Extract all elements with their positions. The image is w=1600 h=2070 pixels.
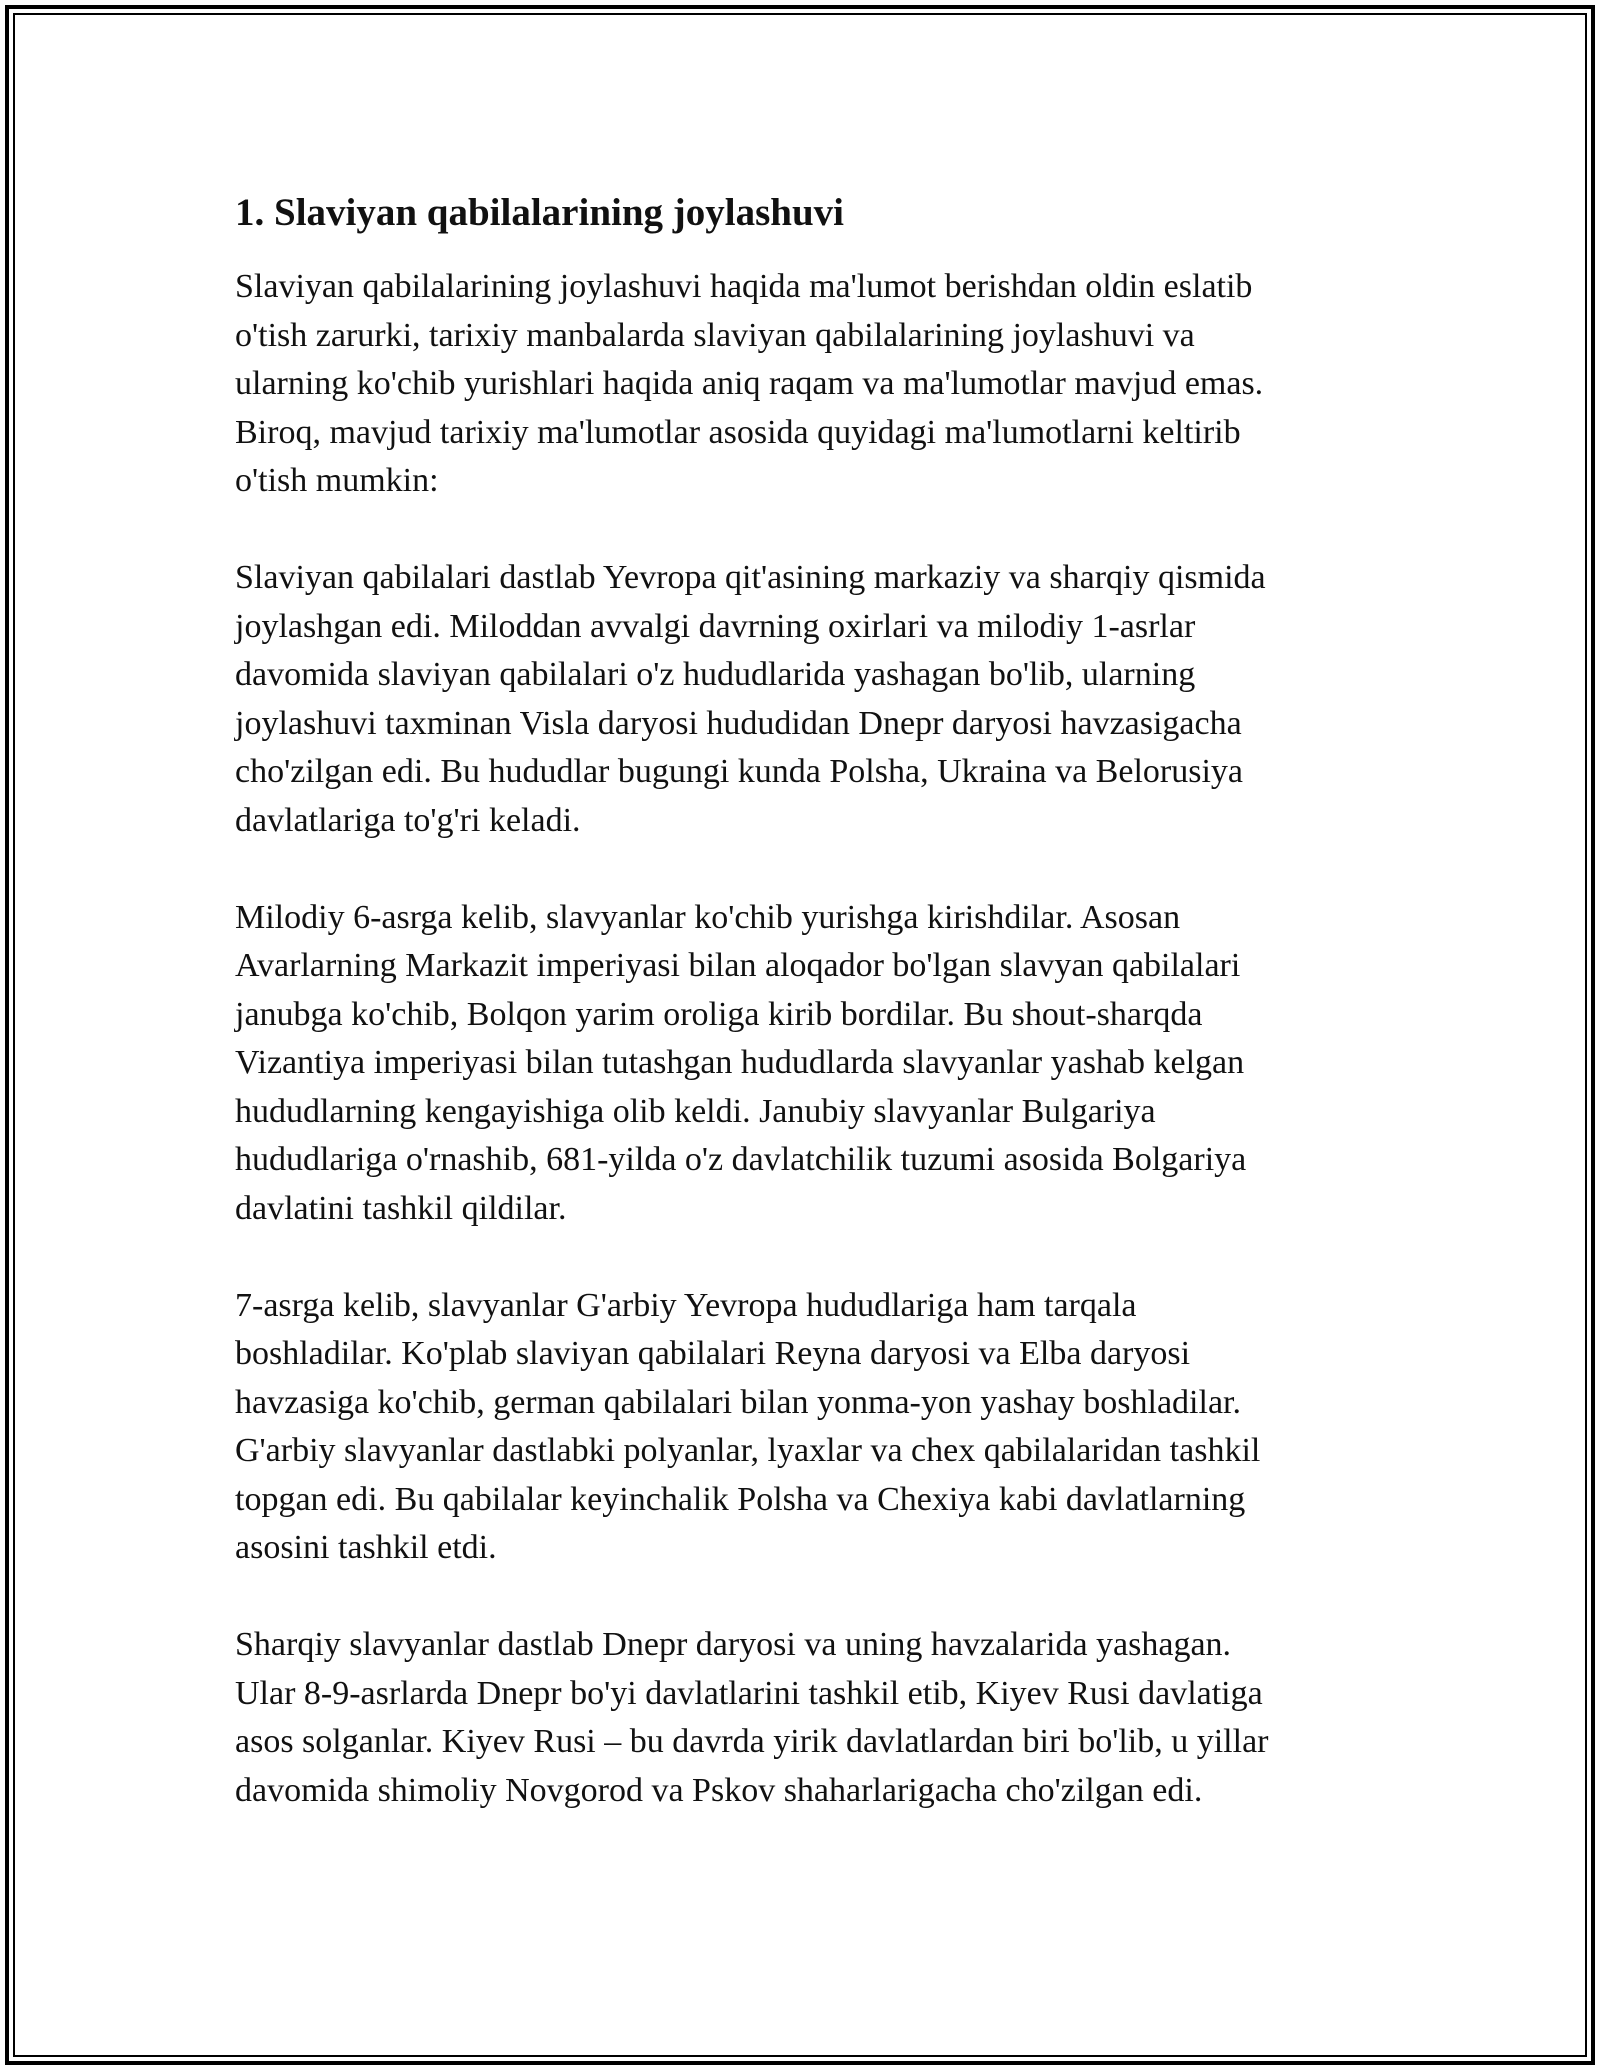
paragraph-southern-migration: Milodiy 6-asrga kelib, slavyanlar ko'chib yurishga kirishdilar. Asosan Avarlarning Markazit imperiyasi bilan aloqador bo'lgan slavyan qabilalari janubga ko'chib, Bolqon yarim oroliga kirib bordilar. Bu shout-sharqda Vizantiya imperiyasi bilan tutashgan hududlarda slavyanlar yashab kelgan hududlarning kengayishiga olib keldi. Janubiy slavyanlar Bulgariya hududlariga o'rnashib, 681-yilda o'z davlatchilik tuzumi asosida Bolgariya davlatini tashkil qildilar.	[235, 898, 1247, 1227]
paragraph-intro: Slaviyan qabilalarining joylashuvi haqida ma'lumot berishdan oldin eslatib o'tish zarurki, tarixiy manbalarda slaviyan qabilalarining joylashuvi va ularning ko'chib yurishlari haqida aniq raqam va ma'lumotlar mavjud emas. Biroq, mavjud tarixiy ma'lumotlar asosida quyidagi ma'lumotlarni keltirib o'tish mumkin:	[235, 268, 1264, 499]
page-title: 1. Slaviyan qabilalarining joylashuvi	[235, 191, 845, 234]
paragraph-western-slavs: 7-asrga kelib, slavyanlar G'arbiy Yevropa hududlariga ham tarqala boshladilar. Ko'plab slaviyan qabilalari Reyna daryosi va Elba daryosi havzasiga ko'chib, german qabilalari bilan yonma-yon yashay boshladilar. G'arbiy slavyanlar dastlabki polyanlar, lyaxlar va chex qabilalaridan tashkil topgan edi. Bu qabilalar keyinchalik Polsha va Chexiya kabi davlatlarning asosini tashkil etdi.	[235, 1286, 1261, 1566]
paragraph-original-settlement: Slaviyan qabilalari dastlab Yevropa qit'asining markaziy va sharqiy qismida joylashgan edi. Miloddan avvalgi davrning oxirlari va milodiy 1-asrlar davomida slaviyan qabilalari o'z hududlarida yashagan bo'lib, ularning joylashuvi taxminan Visla daryosi hududidan Dnepr daryosi havzasigacha cho'zilgan edi. Bu hududlar bugungi kunda Polsha, Ukraina va Belorusiya davlatlariga to'g'ri keladi.	[235, 559, 1266, 839]
paragraph-eastern-slavs: Sharqiy slavyanlar dastlab Dnepr daryosi va uning havzalarida yashagan. Ular 8-9-asrlarda Dnepr bo'yi davlatlarini tashkil etib, Kiyev Rusi davlatiga asos solganlar. Kiyev Rusi – bu davrda yirik davlatlardan biri bo'lib, u yillar davomida shimoliy Novgorod va Pskov shaharlarigacha cho'zilgan edi.	[235, 1626, 1269, 1809]
document-body	[235, 185, 1365, 1864]
